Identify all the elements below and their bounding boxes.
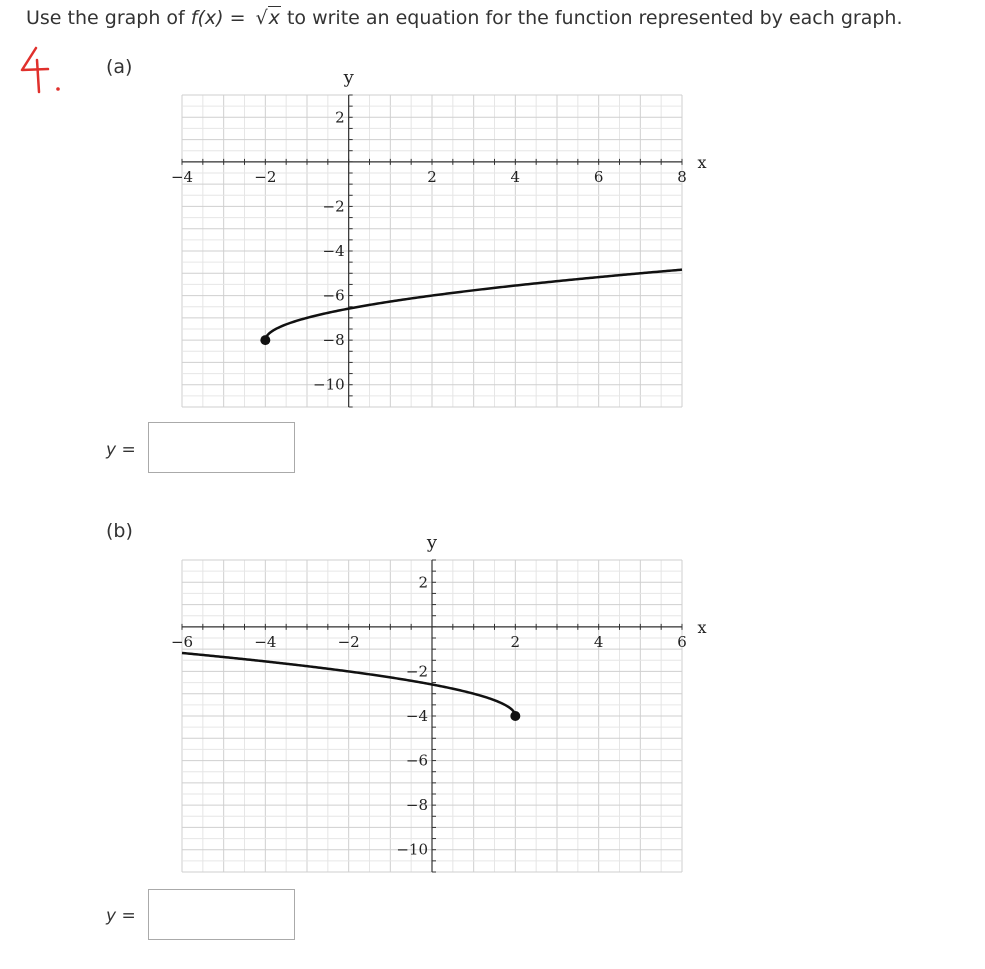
graph-part-a xyxy=(150,60,710,420)
instructions xyxy=(26,6,902,29)
handwritten-problem-number xyxy=(18,25,78,100)
x-tick-label: 6 xyxy=(677,632,687,651)
x-axis-label: x xyxy=(697,617,707,637)
answer-b-input[interactable] xyxy=(148,889,295,940)
y-tick-label: 2 xyxy=(335,108,345,127)
equals-sign: = xyxy=(229,7,246,29)
part-a-label: (a) xyxy=(106,56,133,78)
x-tick-label: −4 xyxy=(254,632,277,651)
x-tick-label: 8 xyxy=(677,167,687,186)
part-b-label: (b) xyxy=(106,520,133,542)
problem-number: 4. xyxy=(18,25,34,44)
function-name: f(x) xyxy=(190,7,224,29)
radicand: x xyxy=(268,7,280,29)
x-tick-label: 6 xyxy=(593,167,604,186)
y-tick-label: −8 xyxy=(322,331,345,350)
answer-a-eq: = xyxy=(121,440,136,460)
y-tick-label: 2 xyxy=(418,573,428,592)
y-axis-label: y xyxy=(426,532,438,553)
graph-part-b xyxy=(150,525,710,885)
answer-b-label xyxy=(106,906,136,926)
y-tick-label: −10 xyxy=(396,840,428,859)
y-tick-label: −10 xyxy=(313,375,345,394)
y-tick-label: −4 xyxy=(405,707,428,725)
y-axis-label: y xyxy=(343,67,354,88)
y-tick-label: −8 xyxy=(405,796,428,815)
part-b-start-point xyxy=(510,711,520,721)
part-a-start-point xyxy=(260,335,270,345)
y-tick-label: −4 xyxy=(322,242,345,260)
y-tick-label: −6 xyxy=(322,286,345,305)
answer-b-eq: = xyxy=(121,906,136,926)
x-tick-label: 2 xyxy=(427,167,437,186)
sqrt-expression: √x xyxy=(255,7,280,29)
x-tick-label: −2 xyxy=(337,632,360,651)
y-tick-label: −2 xyxy=(322,197,345,216)
instructions-prefix: Use the graph of xyxy=(26,7,185,29)
answer-b-var: y xyxy=(106,906,117,926)
x-tick-label: 4 xyxy=(593,632,604,651)
x-tick-label: −4 xyxy=(170,167,194,186)
y-tick-label: −2 xyxy=(405,662,428,681)
x-tick-label: −6 xyxy=(170,632,194,651)
x-tick-label: 2 xyxy=(510,632,521,651)
x-tick-label: 4 xyxy=(510,167,521,186)
answer-a-label xyxy=(106,440,136,460)
x-tick-label: −2 xyxy=(254,167,277,186)
instructions-suffix: to write an equation for the function represented by each graph. xyxy=(286,7,903,29)
answer-a-input[interactable] xyxy=(148,422,295,473)
x-axis-label: x xyxy=(697,152,707,172)
y-tick-label: −6 xyxy=(405,751,428,770)
answer-a-var: y xyxy=(106,440,117,460)
